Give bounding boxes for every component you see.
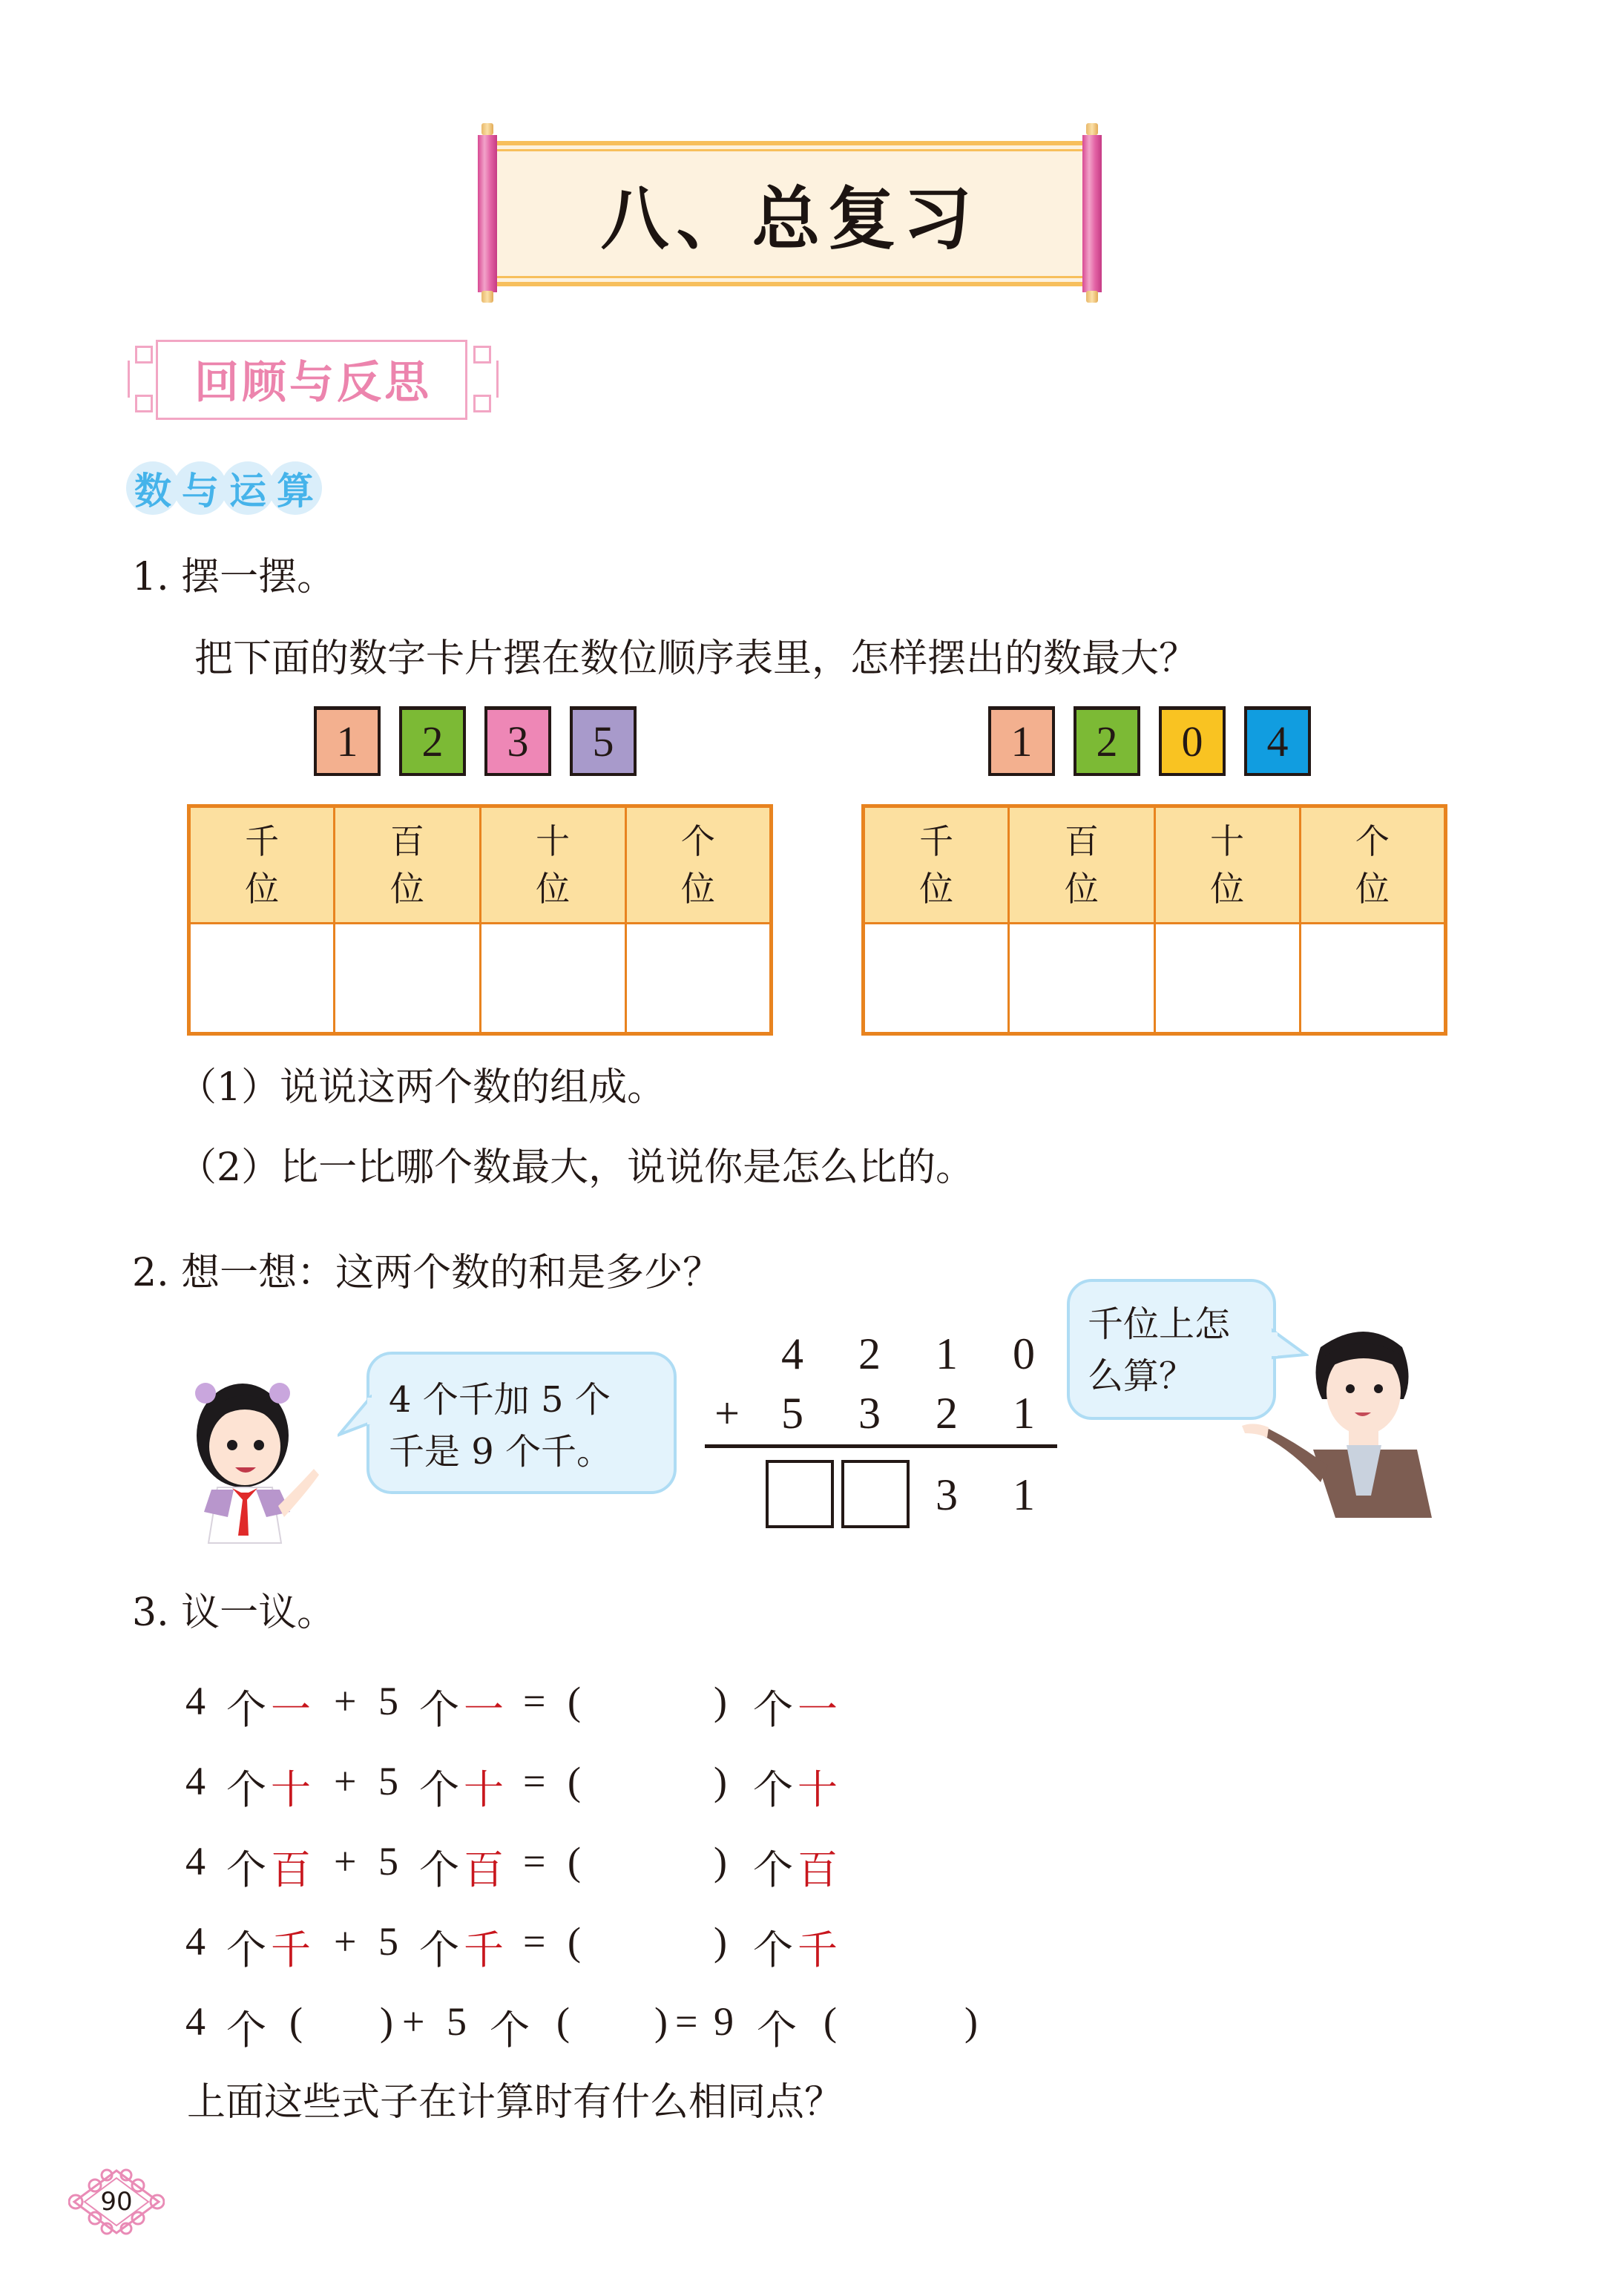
digit: 0 (1013, 1329, 1035, 1378)
digit: 5 (781, 1389, 803, 1438)
eq-unit-highlight: 千 (271, 1927, 311, 1973)
eq-measure-word: 个 (226, 1766, 266, 1813)
eq-number: 4 (185, 1839, 206, 1884)
eq-equals: = (523, 1759, 546, 1803)
eq-measure-word: 个 (226, 2007, 266, 2053)
eq-number: 4 (185, 1759, 206, 1803)
column-header-thousands: 千 位 (189, 806, 335, 924)
girl-speech-line-2: 千是 9 个千。 (389, 1431, 613, 1473)
eq-measure-word: 个 (226, 1846, 266, 1893)
blank-open-paren[interactable]: ( (568, 1919, 581, 1964)
eq-unit-highlight: 一 (464, 1686, 504, 1733)
eq-measure-word: 个 (753, 1686, 793, 1733)
speech-tail-icon (338, 1395, 372, 1439)
column-header-thousands: 千 位 (864, 806, 1009, 924)
question-1-prompt: 把下面的数字卡片摆在数位顺序表里，怎样摆出的数最大？ (194, 637, 1198, 681)
teacher-illustration (1224, 1318, 1447, 1518)
answer-cell-tens[interactable] (480, 923, 625, 1033)
eq-unit-highlight: 千 (464, 1927, 504, 1973)
blank-close-paren[interactable]: ) (654, 1999, 668, 2044)
eq-number: 5 (447, 1999, 467, 2044)
eq-measure-word: 个 (419, 1927, 459, 1973)
eq-plus: + (334, 1919, 357, 1964)
digit-card[interactable]: 1 (314, 706, 381, 776)
digit-card-set-1 (314, 706, 637, 776)
eq-measure-word: 个 (753, 1766, 793, 1813)
scroll-cap (1086, 291, 1098, 303)
eq-equals: = (523, 1839, 546, 1884)
plus-sign: + (714, 1389, 740, 1438)
digit-card[interactable]: 5 (570, 706, 637, 776)
girl-speech-line-1: 4 个千加 5 个 (389, 1379, 611, 1421)
eq-number: 4 (185, 1999, 206, 2044)
answer-cell-tens[interactable] (1154, 923, 1300, 1033)
eq-measure-word: 个 (419, 1766, 459, 1813)
answer-cell-ones[interactable] (1300, 923, 1445, 1033)
eq-plus: + (334, 1839, 357, 1884)
blank-close-paren[interactable]: ) (380, 1999, 393, 2044)
digit-card[interactable]: 3 (484, 706, 551, 776)
eq-number: 5 (378, 1679, 398, 1723)
digit: 4 (781, 1329, 803, 1378)
eq-number: 4 (185, 1919, 206, 1964)
eq-number: 4 (185, 1679, 206, 1723)
digit: 1 (1013, 1389, 1035, 1438)
eq-plus: + (334, 1759, 357, 1803)
blank-close-paren[interactable]: ) (964, 1999, 978, 2044)
eq-unit-highlight: 十 (464, 1766, 504, 1813)
eq-measure-word: 个 (753, 1846, 793, 1893)
teacher-icon (1224, 1318, 1447, 1518)
eq-unit-highlight: 千 (798, 1927, 838, 1973)
answer-cell-thousands[interactable] (864, 923, 1009, 1033)
girl-student-illustration (189, 1365, 352, 1550)
page-number: 90 (100, 2187, 133, 2217)
addend-2-row (705, 1387, 1061, 1439)
section-tag-char: 与 (174, 461, 227, 515)
question-2-heading: 2. 想一想：这两个数的和是多少？ (132, 1251, 722, 1295)
girl-speech-bubble (366, 1352, 677, 1494)
eq-unit-highlight: 百 (464, 1846, 504, 1893)
eq-measure-word: 个 (419, 1846, 459, 1893)
blank-open-paren[interactable]: ( (823, 1999, 837, 2044)
blank-close-paren[interactable]: ) (714, 1839, 727, 1884)
digit-card[interactable]: 0 (1159, 706, 1226, 776)
blank-close-paren[interactable]: ) (714, 1919, 727, 1964)
vertical-addition (705, 1328, 1061, 1536)
review-header (128, 332, 499, 425)
chapter-title: 八、总复习 (600, 180, 979, 259)
answer-cell-hundreds[interactable] (1009, 923, 1154, 1033)
section-tag-char: 数 (126, 461, 180, 515)
blank-open-paren[interactable]: ( (556, 1999, 570, 2044)
eq-unit-highlight: 一 (798, 1686, 838, 1733)
scroll-cap (1086, 123, 1098, 135)
digit-card[interactable]: 4 (1244, 706, 1311, 776)
section-tag-number-and-operation (126, 461, 316, 518)
digit: 1 (1013, 1470, 1035, 1519)
place-value-table-2 (861, 804, 1447, 1036)
column-header-ones: 个 位 (625, 806, 771, 924)
equation-general (185, 1999, 1039, 2058)
blank-open-paren[interactable]: ( (289, 1999, 303, 2044)
eq-number: 9 (714, 1999, 734, 2044)
eq-unit-highlight: 一 (271, 1686, 311, 1733)
eq-measure-word: 个 (226, 1927, 266, 1973)
review-header-label: 回顾与反思 (194, 356, 432, 409)
blank-close-paren[interactable]: ) (714, 1679, 727, 1723)
eq-measure-word: 个 (419, 1686, 459, 1733)
digit-card[interactable]: 2 (399, 706, 466, 776)
answer-cell-hundreds[interactable] (335, 923, 480, 1033)
eq-plus: + (402, 1999, 425, 2044)
equation-thousands (185, 1918, 927, 1978)
question-1-heading: 1. 摆一摆。 (132, 555, 336, 599)
addend-1-row (705, 1328, 1061, 1380)
closing-question: 上面这些式子在计算时有什么相同点？ (187, 2080, 844, 2125)
section-tag-char: 运 (221, 461, 274, 515)
blank-close-paren[interactable]: ) (714, 1759, 727, 1803)
scroll-rod-left (478, 135, 497, 292)
sum-row (705, 1469, 1061, 1521)
girl-icon (189, 1365, 352, 1550)
eq-unit-highlight: 百 (798, 1846, 838, 1893)
answer-cell-thousands[interactable] (189, 923, 335, 1033)
eq-plus: + (334, 1679, 357, 1723)
teacher-speech-line-1: 千位上怎 (1088, 1303, 1231, 1345)
eq-unit-highlight: 十 (798, 1766, 838, 1813)
eq-number: 5 (378, 1839, 398, 1884)
eq-unit-highlight: 百 (271, 1846, 311, 1893)
eq-measure-word: 个 (226, 1686, 266, 1733)
equation-tens (185, 1758, 927, 1818)
eq-equals: = (675, 1999, 698, 2044)
eq-measure-word: 个 (757, 2007, 797, 2053)
scroll-cap (481, 291, 493, 303)
eq-equals: = (523, 1919, 546, 1964)
eq-number: 5 (378, 1919, 398, 1964)
digit-card[interactable]: 2 (1074, 706, 1140, 776)
eq-unit-highlight: 十 (271, 1766, 311, 1813)
blank-open-paren[interactable]: ( (568, 1679, 581, 1723)
place-value-table-1 (187, 804, 773, 1036)
teacher-speech-line-2: 么算？ (1088, 1355, 1195, 1397)
chapter-title-banner (470, 111, 1108, 300)
digit: 3 (936, 1470, 958, 1519)
equation-ones (185, 1678, 927, 1737)
eq-equals: = (523, 1679, 546, 1723)
digit-card[interactable]: 1 (988, 706, 1055, 776)
eq-measure-word: 个 (490, 2007, 530, 2053)
column-header-tens: 十 位 (1154, 806, 1300, 924)
eq-number: 5 (378, 1759, 398, 1803)
column-header-hundreds: 百 位 (1009, 806, 1154, 924)
column-header-tens: 十 位 (480, 806, 625, 924)
digit: 1 (936, 1329, 958, 1378)
column-header-ones: 个 位 (1300, 806, 1445, 924)
answer-cell-ones[interactable] (625, 923, 771, 1033)
sub-question-1: （1）说说这两个数的组成。 (178, 1065, 666, 1110)
scroll-rod-right (1082, 135, 1102, 292)
eq-measure-word: 个 (753, 1927, 793, 1973)
sum-line (705, 1444, 1057, 1448)
digit: 2 (858, 1329, 881, 1378)
column-header-hundreds: 百 位 (335, 806, 480, 924)
equation-hundreds (185, 1838, 927, 1898)
blank-open-paren[interactable]: ( (568, 1839, 581, 1884)
digit-card-set-2 (988, 706, 1311, 776)
digit: 3 (858, 1389, 881, 1438)
question-3-heading: 3. 议一议。 (132, 1591, 336, 1635)
scroll-paper (497, 141, 1082, 286)
scroll-cap (481, 123, 493, 135)
section-tag-char: 算 (269, 461, 322, 515)
blank-open-paren[interactable]: ( (568, 1759, 581, 1803)
page-number-badge (68, 2165, 165, 2239)
digit: 2 (936, 1389, 958, 1438)
sub-question-2: （2）比一比哪个数最大，说说你是怎么比的。 (178, 1145, 975, 1190)
